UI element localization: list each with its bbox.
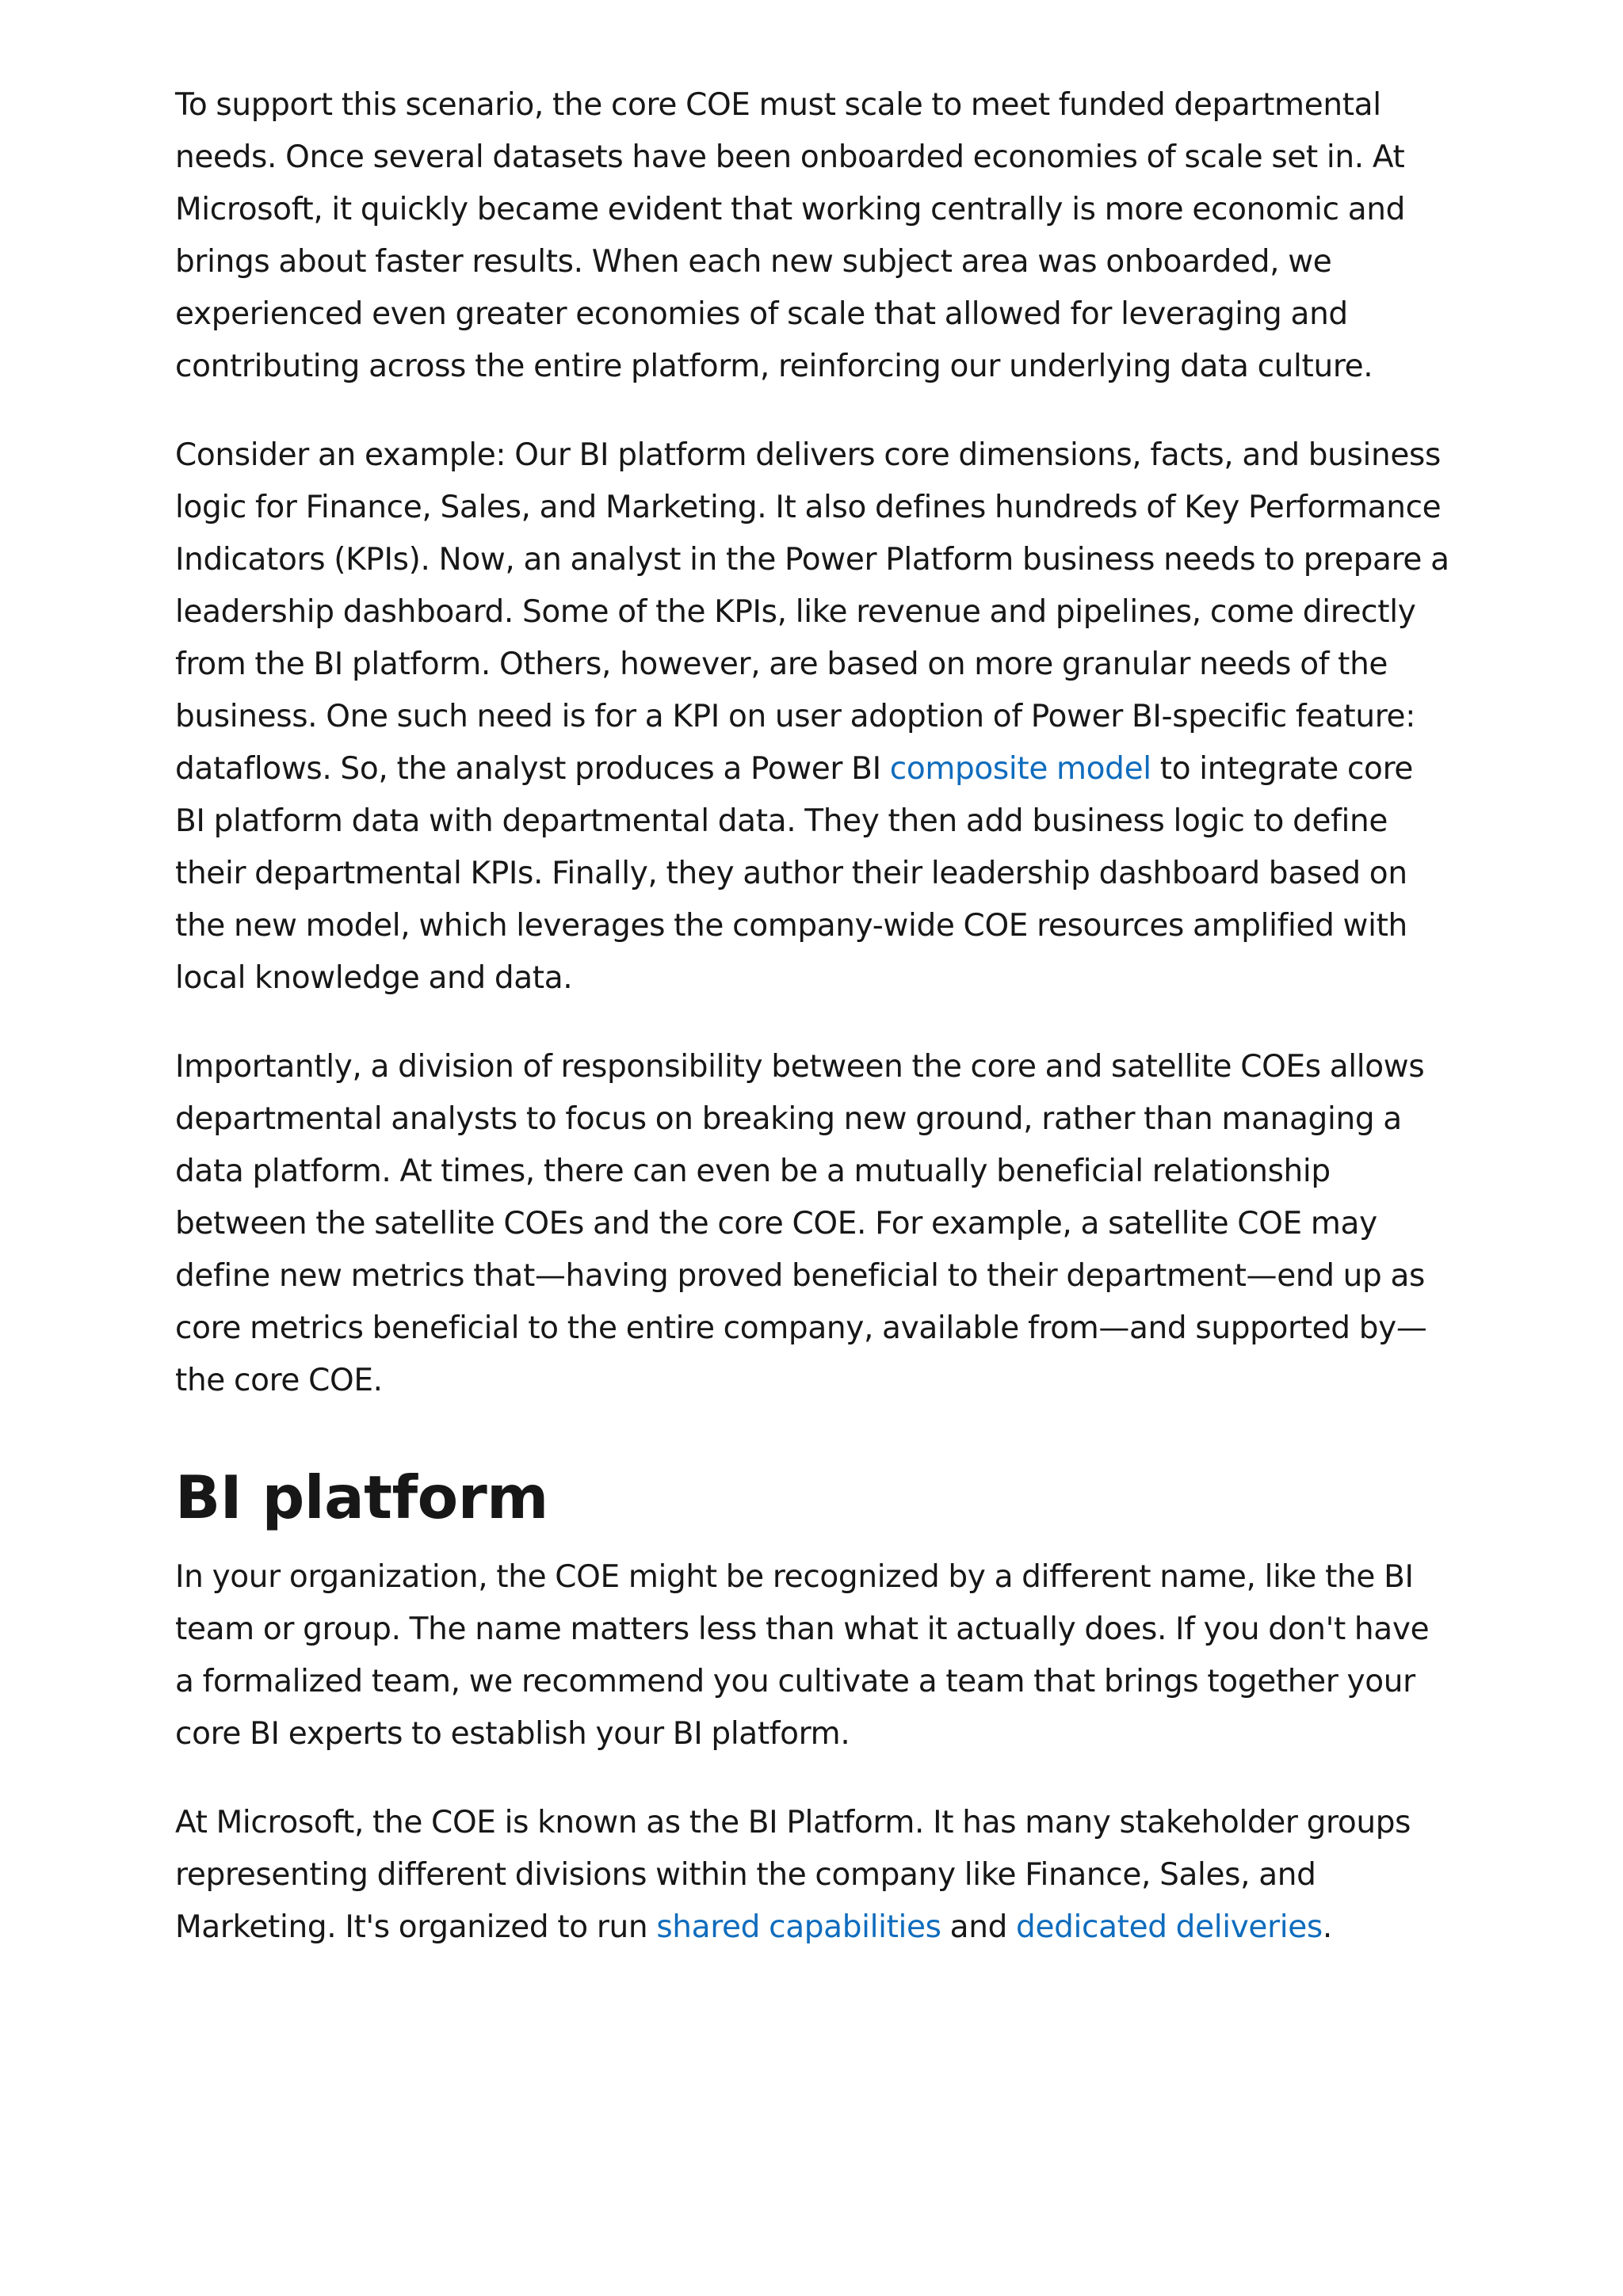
paragraph-microsoft-coe-text-start: At Microsoft, the COE is known as the BI Platform. It has many stakeholder groups representing different divisions within the company like Finance, Sales, and Marketing. It's organized to run <box>175 1805 1411 1945</box>
paragraph-example-text-end: to integrate core BI platform data with departmental data. They then add business logic to define their departmental KPIs. Finally, they author their leadership dashboard based on the new model, which leverages the company-wide COE resources amplified with local knowledge and data. <box>175 751 1414 996</box>
paragraph-example-text-start: Consider an example: Our BI platform delivers core dimensions, facts, and business logic for Finance, Sales, and Marketing. It also defines hundreds of Key Performance Indicators (KPIs). Now, an analyst in the Power Platform business needs to prepare a leadership dashboard. Some of the KPIs, like revenue and pipelines, come directly from the BI platform. Others, however, are based on more granular needs of the business. One such need is for a KPI on user adoption of Power BI-specific feature: dataflows. So, the analyst produces a Power BI <box>175 437 1449 787</box>
paragraph-microsoft-coe <box>175 1797 1451 1954</box>
paragraph-microsoft-coe-text-end: . <box>1322 1909 1332 1945</box>
paragraph-scaling-coe: To support this scenario, the core COE must scale to meet funded departmental needs. Once several datasets have been onboarded economies of scale set in. At Microsoft, it quickly became evident that working centrally is more economic and brings about faster results. When each new subject area was onboarded, we experienced even greater economies of scale that allowed for leveraging and contributing across the entire platform, reinforcing our underlying data culture. <box>175 87 1406 384</box>
dedicated-deliveries-link[interactable]: dedicated deliveries <box>1016 1909 1323 1945</box>
paragraph-microsoft-coe-text-between: and <box>941 1909 1017 1945</box>
composite-model-link[interactable]: composite model <box>889 751 1151 787</box>
shared-capabilities-link[interactable]: shared capabilities <box>656 1909 941 1945</box>
document-page <box>175 79 1451 1990</box>
paragraph-organization-name: In your organization, the COE might be recognized by a different name, like the BI team or group. The name matters less than what it actually does. If you don't have a formalized team, we recommend you cultivate a team that brings together your core BI experts to establish your BI platform. <box>175 1559 1430 1752</box>
section-heading-bi-platform: BI platform <box>175 1463 548 1532</box>
paragraph-division-of-responsibility: Importantly, a division of responsibility between the core and satellite COEs allows departmental analysts to focus on breaking new ground, rather than managing a data platform. At times, there can even be a mutually beneficial relationship between the satellite COEs and the core COE. For example, a satellite COE may define new metrics that—having proved beneficial to their department—end up as core metrics beneficial to the entire company, available from—and supported by—the core COE. <box>175 1049 1427 1398</box>
paragraph-example <box>175 429 1451 1005</box>
